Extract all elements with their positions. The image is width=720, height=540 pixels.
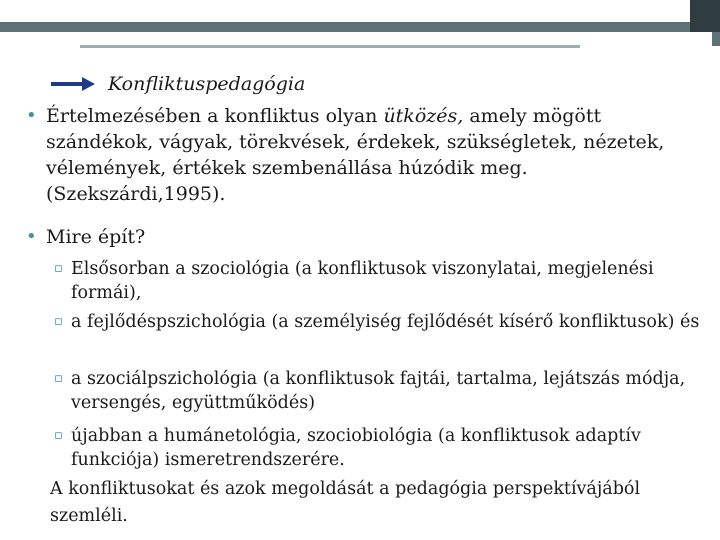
sub-bullet-text: újabban a humánetológia, szociobiológia (a konfliktusok adaptív funkciója) ismeretrendszerére. [71, 426, 641, 470]
sub-bullet-item [54, 367, 709, 415]
square-bullet-icon: ▫ [54, 261, 63, 276]
bullet-text: Értelmezésében a konfliktus olyan ütközés, amely mögött szándékok, vágyak, törekvések, érdekek, szükségletek, nézetek, vélemények, értékek szembenállása húzódik meg. (Szekszárdi,1995). [46, 105, 665, 205]
slide-heading: Konfliktuspedagógia [108, 73, 306, 95]
sub-bullet-item [54, 257, 709, 305]
bullet-text: Mire épít? [46, 226, 146, 248]
bullet-marker: • [26, 226, 37, 247]
square-bullet-icon: ▫ [54, 314, 63, 329]
bullet-marker: • [26, 105, 37, 126]
bullet-item [26, 103, 706, 207]
sub-bullet-text: a szociálpszichológia (a konfliktusok fajtái, tartalma, lejátszás módja, versengés, együttműködés) [71, 369, 686, 413]
bullet-item [26, 224, 706, 250]
emphasis-text: ütközés, [383, 105, 464, 127]
right-arrow-icon [50, 74, 96, 94]
sub-bullet-item [54, 310, 709, 334]
closing-paragraph: A konfliktusokat és azok megoldását a pedagógia perspektívájából szemléli. [50, 479, 641, 526]
sub-bullet-text: Elsősorban a szociológia (a konfliktusok viszonylatai, megjelenési formái), [71, 259, 654, 303]
heading-row [50, 70, 305, 98]
sub-bullet-item [54, 424, 709, 472]
square-bullet-icon: ▫ [54, 371, 63, 386]
sub-bullet-text: a fejlődéspszichológia (a személyiség fejlődését kísérő konfliktusok) és [71, 312, 700, 332]
square-bullet-icon: ▫ [54, 428, 63, 443]
